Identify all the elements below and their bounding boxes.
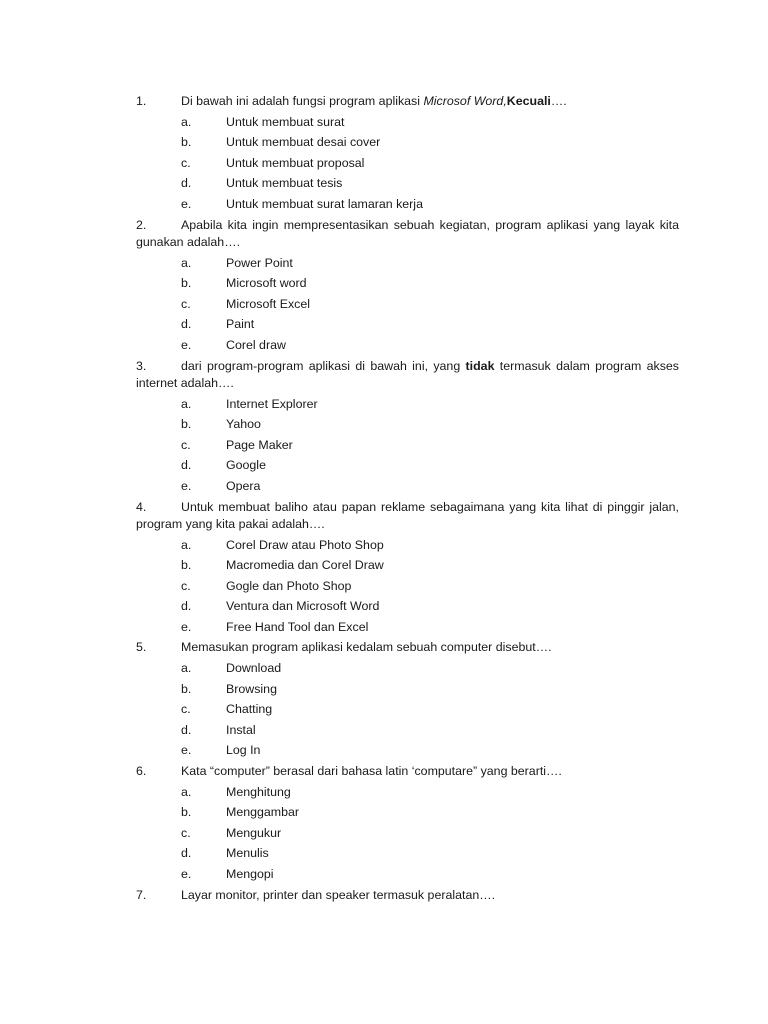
option-d: d. Instal [181, 722, 256, 737]
option-e: e. Corel draw [181, 337, 286, 352]
question-number: 6. [136, 764, 147, 779]
option-b: b. Untuk membuat desai cover [181, 135, 381, 150]
option-e: e. Log In [181, 743, 261, 758]
question-text: Apabila kita ingin mempresentasikan sebuah kegiatan, program aplikasi yang layak kita gunakan adalah…. [136, 217, 679, 249]
question-text: dari program-program aplikasi di bawah ini, yang tidak termasuk dalam program akses internet adalah…. [136, 358, 679, 390]
question-text: Kata “computer” berasal dari bahasa latin ‘computare” yang berarti…. [181, 764, 562, 779]
option-a: a. Download [181, 661, 282, 676]
question-4 [136, 497, 679, 638]
question-number: 5. [136, 640, 147, 655]
option-b: b. Menggambar [181, 805, 300, 820]
question-1 [136, 91, 679, 215]
question-text: Memasukan program aplikasi kedalam sebuah computer disebut…. [181, 640, 552, 655]
question-7 [136, 885, 679, 906]
option-b: b. Microsoft word [181, 276, 307, 291]
question-number: 4. [136, 499, 147, 514]
question-3 [136, 356, 679, 497]
option-c: c. Microsoft Excel [181, 296, 310, 311]
option-d: d. Untuk membuat tesis [181, 176, 343, 191]
option-e: e. Opera [181, 478, 261, 493]
option-a: a. Untuk membuat surat [181, 114, 345, 129]
option-b: b. Macromedia dan Corel Draw [181, 558, 384, 573]
option-c: c. Gogle dan Photo Shop [181, 578, 352, 593]
question-number: 7. [136, 887, 147, 902]
option-a: a. Menghitung [181, 784, 291, 799]
question-list [136, 91, 679, 905]
question-text: Layar monitor, printer dan speaker termasuk peralatan…. [181, 887, 496, 902]
question-5 [136, 637, 679, 761]
option-d: d. Paint [181, 317, 255, 332]
option-d: d. Ventura dan Microsoft Word [181, 599, 380, 614]
option-a: a. Internet Explorer [181, 396, 318, 411]
question-text: Di bawah ini adalah fungsi program aplikasi Microsof Word,Kecuali…. [181, 94, 567, 108]
option-b: b. Browsing [181, 681, 277, 696]
option-c: c. Chatting [181, 702, 273, 717]
option-e: e. Free Hand Tool dan Excel [181, 619, 369, 634]
option-c: c. Page Maker [181, 437, 293, 452]
question-2 [136, 215, 679, 356]
option-d: d. Menulis [181, 846, 269, 861]
option-b: b. Yahoo [181, 417, 261, 432]
option-a: a. Power Point [181, 255, 293, 270]
question-number: 3. [136, 358, 147, 373]
question-number: 1. [136, 94, 147, 108]
option-e: e. Mengopi [181, 867, 274, 881]
option-c: c. Untuk membuat proposal [181, 155, 365, 170]
option-a: a. Corel Draw atau Photo Shop [181, 537, 384, 552]
option-e: e. Untuk membuat surat lamaran kerja [181, 196, 423, 211]
question-number: 2. [136, 217, 147, 232]
question-6 [136, 761, 679, 885]
question-text: Untuk membuat baliho atau papan reklame sebagaimana yang kita lihat di pinggir jalan, program yang kita pakai adalah…. [136, 499, 679, 531]
option-d: d. Google [181, 458, 266, 473]
option-c: c. Mengukur [181, 825, 282, 840]
